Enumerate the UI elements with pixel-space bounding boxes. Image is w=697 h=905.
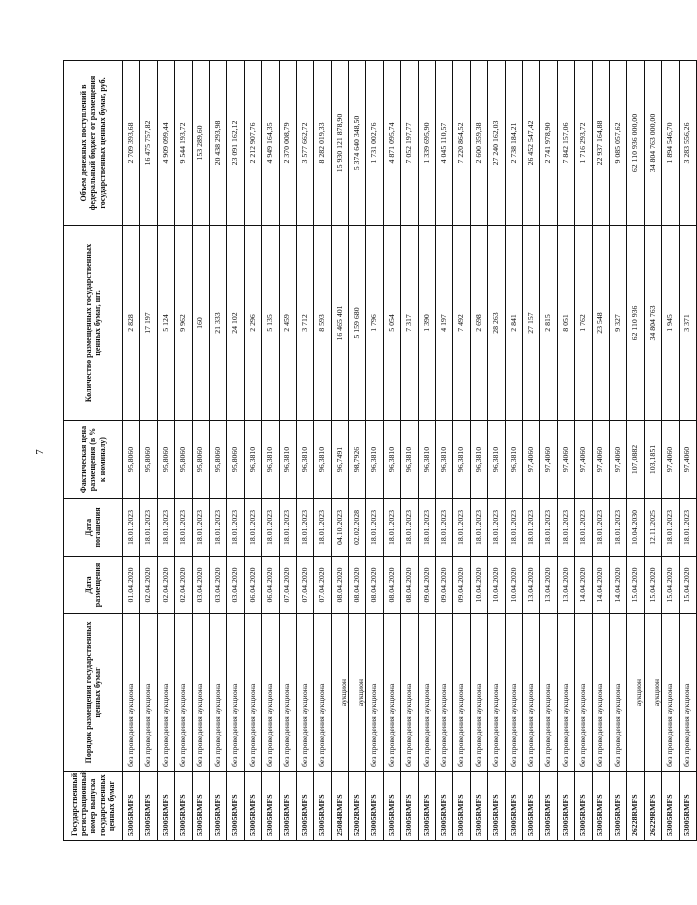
cell-order: без проведения аукциона [157,614,174,772]
cell-code: 25084RMFS [331,772,348,841]
table-header [64,61,123,841]
cell-maturity-date: 18.01.2023 [662,499,679,557]
table-row [401,61,418,841]
table-row [157,61,174,841]
cell-placement-date: 14.04.2020 [575,557,592,614]
cell-quantity: 5 054 [383,226,400,421]
cell-quantity: 5 124 [157,226,174,421]
cell-quantity: 2 459 [279,226,296,421]
cell-quantity: 3 371 [679,226,696,421]
cell-order: без проведения аукциона [505,614,522,772]
cell-code: 53005RMFS [227,772,244,841]
cell-quantity: 21 333 [209,226,226,421]
cell-amount: 27 240 162,03 [488,61,505,226]
table-row [314,61,331,841]
cell-amount: 4 949 164,35 [262,61,279,226]
table-row [575,61,592,841]
cell-quantity: 5 135 [262,226,279,421]
header-code: Государственный регистрационный номер выпуска государственных ценных бумаг [64,772,123,841]
cell-order: без проведения аукциона [436,614,453,772]
cell-amount: 3 577 662,72 [296,61,313,226]
cell-code: 53005RMFS [157,772,174,841]
cell-order: без проведения аукциона [279,614,296,772]
cell-order: без проведения аукциона [540,614,557,772]
cell-amount: 7 220 864,52 [453,61,470,226]
cell-amount: 1 339 695,90 [418,61,435,226]
cell-quantity: 17 197 [140,226,157,421]
cell-code: 53005RMFS [279,772,296,841]
table-row [279,61,296,841]
table-row [227,61,244,841]
cell-amount: 22 937 164,88 [592,61,609,226]
cell-code: 53005RMFS [314,772,331,841]
cell-code: 53005RMFS [401,772,418,841]
cell-order: аукцион [644,614,661,772]
cell-quantity: 2 828 [123,226,140,421]
cell-amount: 2 600 359,38 [470,61,487,226]
cell-amount: 2 709 393,68 [123,61,140,226]
cell-placement-date: 07.04.2020 [314,557,331,614]
cell-price: 95,8060 [175,421,192,499]
cell-code: 53005RMFS [470,772,487,841]
cell-price: 98,7926 [349,421,366,499]
cell-amount: 2 741 978,90 [540,61,557,226]
cell-order: без проведения аукциона [366,614,383,772]
cell-placement-date: 15.04.2020 [644,557,661,614]
cell-quantity: 7 492 [453,226,470,421]
cell-placement-date: 10.04.2020 [488,557,505,614]
cell-price: 96,3810 [314,421,331,499]
cell-quantity: 5 159 680 [349,226,366,421]
cell-code: 26228RMFS [627,772,644,841]
cell-amount: 1 716 293,72 [575,61,592,226]
cell-quantity: 27 157 [522,226,539,421]
cell-code: 53005RMFS [192,772,209,841]
cell-order: без проведения аукциона [609,614,626,772]
cell-price: 96,3810 [244,421,261,499]
cell-code: 53005RMFS [383,772,400,841]
cell-placement-date: 03.04.2020 [227,557,244,614]
cell-order: без проведения аукциона [679,614,696,772]
cell-maturity-date: 18.01.2023 [175,499,192,557]
cell-placement-date: 01.04.2020 [123,557,140,614]
cell-maturity-date: 04.10.2023 [331,499,348,557]
cell-amount: 9 544 193,72 [175,61,192,226]
cell-maturity-date: 18.01.2023 [383,499,400,557]
cell-order: без проведения аукциона [557,614,574,772]
cell-price: 96,3810 [262,421,279,499]
table-body [123,61,697,841]
cell-quantity: 24 102 [227,226,244,421]
cell-quantity: 2 815 [540,226,557,421]
cell-placement-date: 13.04.2020 [522,557,539,614]
cell-amount: 3 283 556,26 [679,61,696,226]
cell-code: 53005RMFS [540,772,557,841]
cell-placement-date: 10.04.2020 [505,557,522,614]
cell-placement-date: 14.04.2020 [592,557,609,614]
cell-amount: 8 282 019,33 [314,61,331,226]
table-row [349,61,366,841]
cell-price: 97,4060 [679,421,696,499]
cell-placement-date: 08.04.2020 [366,557,383,614]
cell-price: 96,3810 [470,421,487,499]
cell-order: аукцион [627,614,644,772]
cell-placement-date: 07.04.2020 [279,557,296,614]
cell-order: без проведения аукциона [488,614,505,772]
cell-maturity-date: 18.01.2023 [557,499,574,557]
cell-maturity-date: 18.01.2023 [453,499,470,557]
cell-placement-date: 07.04.2020 [296,557,313,614]
table-row [453,61,470,841]
cell-amount: 9 085 057,62 [609,61,626,226]
cell-code: 53005RMFS [262,772,279,841]
cell-code: 53005RMFS [244,772,261,841]
cell-amount: 16 475 757,82 [140,61,157,226]
cell-quantity: 2 698 [470,226,487,421]
cell-maturity-date: 18.01.2023 [505,499,522,557]
cell-placement-date: 15.04.2020 [662,557,679,614]
cell-amount: 2 370 008,79 [279,61,296,226]
table-row [679,61,696,841]
cell-order: без проведения аукциона [123,614,140,772]
table-row [418,61,435,841]
header-amount: Объем денежных поступлений в федеральный бюджет от размещения государственных ценных бумаг, руб. [64,61,123,226]
cell-amount: 2 212 907,76 [244,61,261,226]
cell-order: без проведения аукциона [453,614,470,772]
cell-placement-date: 13.04.2020 [557,557,574,614]
cell-order: без проведения аукциона [418,614,435,772]
cell-placement-date: 08.04.2020 [401,557,418,614]
cell-price: 97,4060 [522,421,539,499]
cell-quantity: 28 263 [488,226,505,421]
cell-maturity-date: 18.01.2023 [140,499,157,557]
cell-placement-date: 03.04.2020 [209,557,226,614]
cell-price: 96,3810 [383,421,400,499]
cell-price: 95,8060 [209,421,226,499]
cell-maturity-date: 18.01.2023 [192,499,209,557]
cell-placement-date: 09.04.2020 [418,557,435,614]
cell-maturity-date: 18.01.2023 [262,499,279,557]
page-number: 7 [34,449,46,455]
cell-amount: 153 289,60 [192,61,209,226]
header-row [64,61,123,841]
cell-maturity-date: 18.01.2023 [418,499,435,557]
cell-quantity: 1 762 [575,226,592,421]
cell-quantity: 16 465 401 [331,226,348,421]
cell-order: без проведения аукциона [522,614,539,772]
table-row [505,61,522,841]
table-row [557,61,574,841]
cell-order: без проведения аукциона [470,614,487,772]
cell-price: 97,4060 [609,421,626,499]
table-row [366,61,383,841]
cell-maturity-date: 18.01.2023 [470,499,487,557]
cell-code: 53005RMFS [453,772,470,841]
cell-price: 97,4060 [575,421,592,499]
cell-price: 96,3810 [453,421,470,499]
table-row [470,61,487,841]
cell-quantity: 160 [192,226,209,421]
table-row [488,61,505,841]
table-row [609,61,626,841]
cell-price: 96,3810 [436,421,453,499]
cell-amount: 1 894 546,70 [662,61,679,226]
cell-placement-date: 06.04.2020 [262,557,279,614]
cell-quantity: 8 593 [314,226,331,421]
cell-order: без проведения аукциона [662,614,679,772]
cell-quantity: 4 197 [436,226,453,421]
cell-order: без проведения аукциона [262,614,279,772]
cell-quantity: 2 296 [244,226,261,421]
cell-code: 53005RMFS [662,772,679,841]
cell-code: 26229RMFS [644,772,661,841]
cell-placement-date: 02.04.2020 [175,557,192,614]
cell-order: аукцион [349,614,366,772]
cell-maturity-date: 18.01.2023 [227,499,244,557]
table-row [522,61,539,841]
cell-price: 96,3810 [366,421,383,499]
cell-order: без проведения аукциона [383,614,400,772]
cell-maturity-date: 18.01.2023 [279,499,296,557]
cell-code: 53005RMFS [557,772,574,841]
securities-placement-table [63,60,697,841]
table-row [540,61,557,841]
cell-quantity: 2 841 [505,226,522,421]
cell-code: 53005RMFS [418,772,435,841]
cell-order: без проведения аукциона [575,614,592,772]
cell-amount: 2 738 184,21 [505,61,522,226]
cell-placement-date: 08.04.2020 [331,557,348,614]
cell-order: без проведения аукциона [592,614,609,772]
cell-code: 53005RMFS [592,772,609,841]
cell-quantity: 8 051 [557,226,574,421]
table-row [262,61,279,841]
cell-code: 53005RMFS [488,772,505,841]
cell-placement-date: 06.04.2020 [244,557,261,614]
cell-amount: 26 452 547,42 [522,61,539,226]
cell-quantity: 34 804 763 [644,226,661,421]
cell-price: 97,4060 [557,421,574,499]
cell-amount: 7 842 157,06 [557,61,574,226]
header-order: Порядок размещения государственных ценных бумаг [64,614,123,772]
cell-code: 53005RMFS [679,772,696,841]
cell-price: 96,3810 [488,421,505,499]
table-row [436,61,453,841]
cell-placement-date: 09.04.2020 [436,557,453,614]
cell-code: 53005RMFS [209,772,226,841]
cell-order: без проведения аукциона [192,614,209,772]
cell-price: 95,8060 [140,421,157,499]
cell-code: 53005RMFS [436,772,453,841]
cell-maturity-date: 18.01.2023 [575,499,592,557]
cell-code: 53005RMFS [609,772,626,841]
cell-maturity-date: 12.11.2025 [644,499,661,557]
cell-price: 95,8060 [123,421,140,499]
table-row [331,61,348,841]
cell-amount: 4 909 099,44 [157,61,174,226]
cell-code: 52002RMFS [349,772,366,841]
cell-maturity-date: 10.04.2030 [627,499,644,557]
cell-code: 53005RMFS [175,772,192,841]
cell-order: без проведения аукциона [401,614,418,772]
cell-amount: 34 804 763 000,00 [644,61,661,226]
cell-amount: 20 438 293,98 [209,61,226,226]
header-price: Фактическая цена размещения (в % к номиналу) [64,421,123,499]
cell-quantity: 1 796 [366,226,383,421]
header-placement-date: Дата размещения [64,557,123,614]
cell-price: 96,3810 [401,421,418,499]
cell-amount: 7 052 197,77 [401,61,418,226]
cell-maturity-date: 18.01.2023 [314,499,331,557]
cell-maturity-date: 18.01.2023 [488,499,505,557]
cell-code: 53005RMFS [505,772,522,841]
cell-order: без проведения аукциона [227,614,244,772]
cell-maturity-date: 18.01.2023 [296,499,313,557]
cell-quantity: 3 712 [296,226,313,421]
cell-price: 95,8060 [227,421,244,499]
cell-code: 53005RMFS [123,772,140,841]
cell-order: без проведения аукциона [314,614,331,772]
cell-order: без проведения аукциона [140,614,157,772]
table-row [209,61,226,841]
cell-maturity-date: 18.01.2023 [522,499,539,557]
cell-maturity-date: 18.01.2023 [436,499,453,557]
cell-price: 95,8060 [192,421,209,499]
cell-order: аукцион [331,614,348,772]
cell-code: 53005RMFS [575,772,592,841]
table-row [627,61,644,841]
cell-quantity: 9 327 [609,226,626,421]
cell-code: 53005RMFS [296,772,313,841]
table-row [192,61,209,841]
table-row [140,61,157,841]
header-maturity-date: Дата погашения [64,499,123,557]
cell-code: 53005RMFS [522,772,539,841]
cell-amount: 23 091 162,12 [227,61,244,226]
cell-maturity-date: 18.01.2023 [244,499,261,557]
cell-quantity: 7 317 [401,226,418,421]
cell-code: 53005RMFS [366,772,383,841]
table-row [644,61,661,841]
rotated-table-container [63,61,692,841]
cell-placement-date: 09.04.2020 [453,557,470,614]
cell-maturity-date: 18.01.2023 [679,499,696,557]
cell-order: без проведения аукциона [244,614,261,772]
cell-placement-date: 13.04.2020 [540,557,557,614]
cell-maturity-date: 18.01.2023 [609,499,626,557]
cell-price: 107,0882 [627,421,644,499]
cell-placement-date: 03.04.2020 [192,557,209,614]
table-row [123,61,140,841]
cell-placement-date: 15.04.2020 [679,557,696,614]
table-row [383,61,400,841]
cell-price: 97,4060 [540,421,557,499]
table-row [296,61,313,841]
table-row [244,61,261,841]
table-row [592,61,609,841]
cell-quantity: 23 548 [592,226,609,421]
cell-maturity-date: 18.01.2023 [366,499,383,557]
cell-placement-date: 15.04.2020 [627,557,644,614]
cell-placement-date: 10.04.2020 [470,557,487,614]
cell-price: 96,3810 [279,421,296,499]
cell-amount: 62 110 936 000,00 [627,61,644,226]
cell-amount: 4 871 095,74 [383,61,400,226]
cell-order: без проведения аукциона [209,614,226,772]
cell-placement-date: 08.04.2020 [349,557,366,614]
cell-placement-date: 02.04.2020 [157,557,174,614]
cell-maturity-date: 18.01.2023 [592,499,609,557]
cell-quantity: 1 390 [418,226,435,421]
cell-placement-date: 02.04.2020 [140,557,157,614]
cell-maturity-date: 18.01.2023 [157,499,174,557]
cell-maturity-date: 18.01.2023 [540,499,557,557]
cell-amount: 4 045 110,57 [436,61,453,226]
cell-maturity-date: 18.01.2023 [123,499,140,557]
table-row [662,61,679,841]
cell-placement-date: 14.04.2020 [609,557,626,614]
cell-price: 96,3810 [296,421,313,499]
cell-maturity-date: 18.01.2023 [401,499,418,557]
cell-amount: 5 374 640 348,50 [349,61,366,226]
cell-maturity-date: 18.01.2023 [209,499,226,557]
cell-code: 53005RMFS [140,772,157,841]
header-quantity: Количество размещенных государственных ценных бумаг, шт. [64,226,123,421]
cell-quantity: 62 110 936 [627,226,644,421]
cell-quantity: 9 962 [175,226,192,421]
cell-order: без проведения аукциона [175,614,192,772]
cell-placement-date: 08.04.2020 [383,557,400,614]
cell-price: 97,4060 [662,421,679,499]
cell-price: 96,3810 [418,421,435,499]
cell-price: 103,1851 [644,421,661,499]
cell-amount: 15 930 121 878,90 [331,61,348,226]
cell-price: 95,8060 [157,421,174,499]
cell-price: 96,7491 [331,421,348,499]
cell-price: 97,4060 [592,421,609,499]
cell-price: 96,3810 [505,421,522,499]
cell-quantity: 1 945 [662,226,679,421]
cell-amount: 1 731 002,76 [366,61,383,226]
cell-order: без проведения аукциона [296,614,313,772]
cell-maturity-date: 02.02.2028 [349,499,366,557]
table-row [175,61,192,841]
